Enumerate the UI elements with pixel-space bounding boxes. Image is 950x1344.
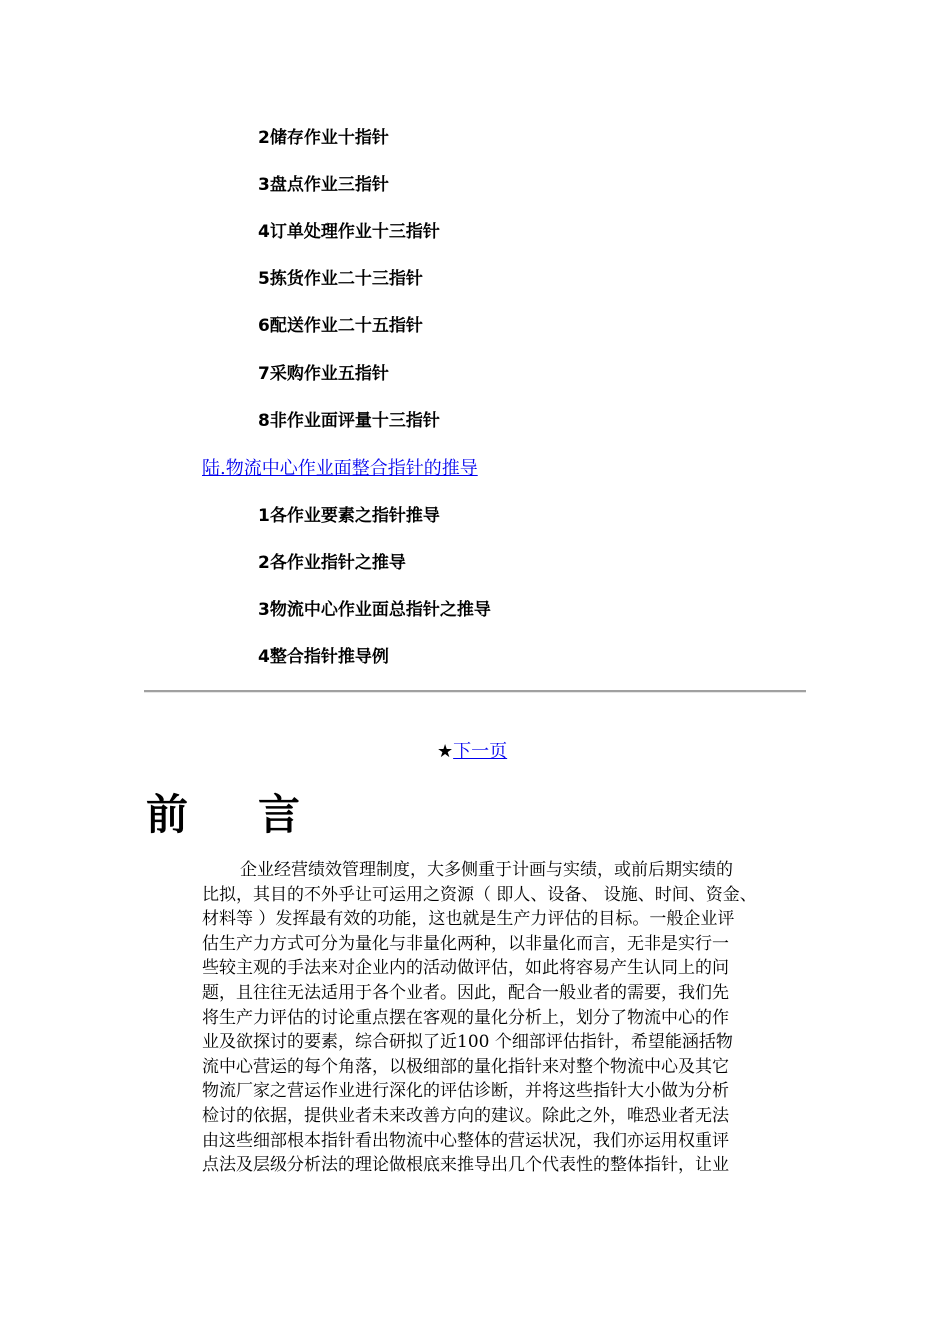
paragraph-line: 检讨的依据，提供业者未来改善方向的建议。除此之外，唯恐业者无法 (202, 1105, 729, 1126)
toc-item: 6配送作业二十五指针 (258, 316, 423, 336)
next-page-link[interactable]: 下一页 (453, 741, 508, 762)
horizontal-divider (144, 690, 806, 693)
paragraph-line: 估生产力方式可分为量化与非量化两种，以非量化而言，无非是实行一 (202, 933, 729, 954)
paragraph-line: 业及欲探讨的要素，综合研拟了近100 个细部评估指针，希望能涵括物 (202, 1032, 733, 1053)
toc-item: 7采购作业五指针 (258, 364, 389, 384)
title-char-1: 前 (146, 790, 189, 839)
toc-item: 3物流中心作业面总指针之推导 (258, 600, 491, 620)
toc-item: 3盘点作业三指针 (258, 175, 389, 195)
toc-item: 2储存作业十指针 (258, 128, 389, 148)
paragraph-line: 比拟，其目的不外乎让可运用之资源（ 即人、设备、 设施、时间、资金、 (202, 884, 757, 905)
paragraph-line: 将生产力评估的讨论重点摆在客观的量化分析上，划分了物流中心的作 (202, 1007, 729, 1028)
paragraph-line: 流中心营运的每个角落，以极细部的量化指针来对整个物流中心及其它 (202, 1056, 729, 1077)
paragraph-line: 由这些细部根本指针看出物流中心整体的营运状况，我们亦运用权重评 (202, 1130, 729, 1151)
toc-item: 2各作业指针之推导 (258, 553, 406, 573)
paragraph-line: 些较主观的手法来对企业内的活动做评估，如此将容易产生认同上的问 (202, 958, 729, 979)
page-title (146, 790, 301, 840)
paragraph-line: 企业经营绩效管理制度，大多侧重于计画与实绩，或前后期实绩的 (240, 860, 733, 880)
paragraph-line: 点法及层级分析法的理论做根底来推导出几个代表性的整体指针，让业 (202, 1155, 729, 1176)
toc-item: 8非作业面评量十三指针 (258, 411, 440, 431)
section-link-chapter-6[interactable]: 陆.物流中心作业面整合指针的推导 (202, 458, 478, 479)
paragraph-line: 材料等 ）发挥最有效的功能，这也就是生产力评估的目标。一般企业评 (202, 909, 735, 930)
page-nav (437, 740, 507, 764)
toc-item: 4整合指针推导例 (258, 647, 389, 667)
paragraph-line: 物流厂家之营运作业进行深化的评估诊断，并将这些指针大小做为分析 (202, 1081, 729, 1102)
title-char-2: 言 (258, 790, 301, 839)
star-icon: ★ (437, 741, 454, 762)
preface-paragraph (202, 858, 802, 1178)
toc-item: 5拣货作业二十三指针 (258, 269, 423, 289)
toc-item: 1各作业要素之指针推导 (258, 506, 440, 526)
toc-item: 4订单处理作业十三指针 (258, 222, 440, 242)
paragraph-line: 题，且往往无法适用于各个业者。因此，配合一般业者的需要，我们先 (202, 982, 729, 1003)
